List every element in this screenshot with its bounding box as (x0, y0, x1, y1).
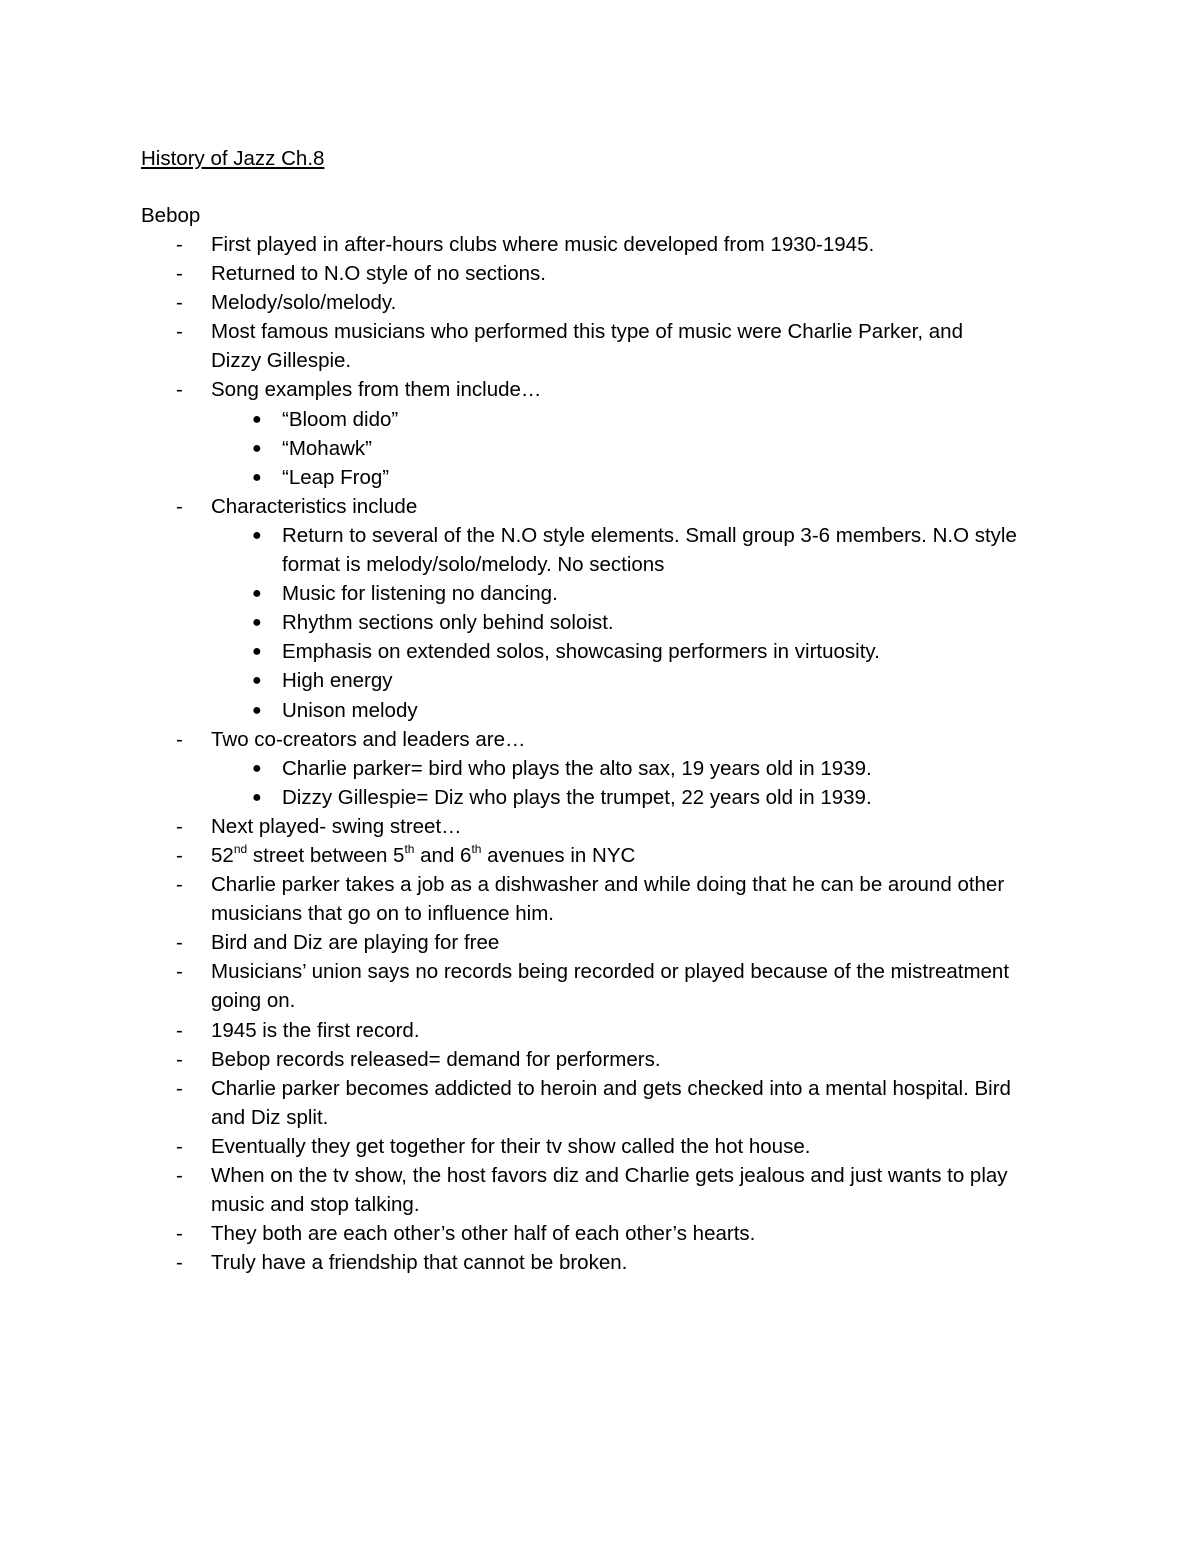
list-item-text: Charlie parker takes a job as a dishwasher and while doing that he can be around other (211, 873, 1005, 897)
list-item (141, 928, 1071, 957)
list-item-text: Bebop records released= demand for performers. (211, 1047, 661, 1071)
list-item (141, 259, 1071, 288)
dash-marker: - (176, 1251, 183, 1275)
sub-list-item-text: High energy (282, 669, 393, 693)
list-item (141, 1219, 1071, 1248)
bullet-icon: ● (252, 788, 262, 806)
list-item (141, 870, 1071, 899)
bullet-icon: ● (252, 439, 262, 457)
list-item (141, 841, 1071, 870)
dash-marker: - (176, 814, 183, 838)
list-item (141, 1074, 1071, 1103)
list-item-text (211, 841, 635, 870)
list-item-text: Truly have a friendship that cannot be broken. (211, 1251, 628, 1275)
bullet-icon: ● (252, 643, 262, 661)
list-item-text: Returned to N.O style of no sections. (211, 262, 546, 286)
list-item (141, 1045, 1071, 1074)
list-item-continuation (141, 346, 1071, 375)
list-item (141, 317, 1071, 346)
list-item-text: Dizzy Gillespie. (211, 349, 352, 373)
text-fragment: 52 (211, 843, 234, 867)
list-item-text: music and stop talking. (211, 1193, 420, 1217)
list-item-text: Eventually they get together for their tv show called the hot house. (211, 1134, 811, 1158)
sub-list-item-text: format is melody/solo/melody. No sections (282, 553, 665, 577)
sub-list-item-text: “Leap Frog” (282, 465, 390, 489)
bullet-icon: ● (252, 410, 262, 428)
dash-marker: - (176, 262, 183, 286)
list-item-text: When on the tv show, the host favors diz and Charlie gets jealous and just wants to play (211, 1164, 1008, 1187)
list-item-text: musicians that go on to influence him. (211, 902, 554, 926)
list-item (141, 725, 1071, 754)
dash-marker: - (176, 960, 183, 984)
list-item-continuation (141, 986, 1071, 1015)
sub-list-item (141, 434, 1071, 463)
text-fragment: and 6 (414, 843, 472, 867)
sub-list-item (141, 405, 1071, 434)
dash-marker: - (176, 727, 183, 751)
list-item-text: and Diz split. (211, 1105, 329, 1129)
list-item (141, 812, 1071, 841)
superscript: th (471, 841, 482, 856)
list-item (141, 1248, 1071, 1277)
list-item-continuation (141, 1103, 1071, 1132)
sub-list-item-text: “Mohawk” (282, 436, 372, 460)
dash-marker: - (176, 1134, 183, 1158)
list-item-text: Characteristics include (211, 494, 418, 518)
sub-list-item-text: “Bloom dido” (282, 407, 399, 431)
dash-marker: - (176, 931, 183, 955)
list-item (141, 1161, 1071, 1190)
list-item-text: Charlie parker becomes addicted to heroin and gets checked into a mental hospital. Bird (211, 1076, 1011, 1100)
superscript: nd (233, 841, 248, 856)
dash-marker: - (176, 873, 183, 897)
text-fragment: avenues in NYC (481, 843, 636, 867)
sub-list-item (141, 521, 1071, 550)
superscript: th (404, 841, 415, 856)
dash-marker: - (176, 843, 183, 867)
list-item-text: First played in after-hours clubs where music developed from 1930-1945. (211, 233, 875, 256)
bullet-icon: ● (252, 614, 262, 632)
list-item (141, 230, 1071, 259)
bullet-icon: ● (252, 468, 262, 486)
list-item (141, 492, 1071, 521)
sub-list-item-text: Return to several of the N.O style elements. Small group 3-6 members. N.O style (282, 523, 1017, 547)
list-item-continuation (141, 1190, 1071, 1219)
sub-list-item-text: Rhythm sections only behind soloist. (282, 611, 614, 635)
list-item (141, 1016, 1071, 1045)
bullet-icon: ● (252, 759, 262, 777)
bullet-icon: ● (252, 526, 262, 544)
list-item-text: going on. (211, 989, 296, 1013)
list-item-text: Melody/solo/melody. (211, 291, 397, 315)
list-item (141, 1132, 1071, 1161)
sub-list-item-text: Emphasis on extended solos, showcasing performers in virtuosity. (282, 640, 880, 664)
sub-list-item-continuation (141, 550, 1071, 579)
sub-list-item (141, 783, 1071, 812)
sub-list-item (141, 637, 1071, 666)
dash-marker: - (176, 233, 183, 256)
text-fragment: street between 5 (247, 843, 405, 867)
dash-marker: - (176, 320, 183, 344)
list-item-text: 1945 is the first record. (211, 1018, 420, 1042)
list-item-continuation (141, 899, 1071, 928)
sub-list-item (141, 666, 1071, 695)
bullet-icon: ● (252, 672, 262, 690)
dash-marker: - (176, 378, 183, 402)
list-item-text: Song examples from them include… (211, 378, 542, 402)
list-item-text: Next played- swing street… (211, 814, 462, 838)
list-item (141, 375, 1071, 404)
sub-list-item (141, 608, 1071, 637)
sub-list-item (141, 696, 1071, 725)
bullet-icon: ● (252, 701, 262, 719)
dash-marker: - (176, 1047, 183, 1071)
notes-list (141, 230, 1071, 1277)
section-heading: Bebop (141, 204, 201, 227)
list-item-text: Two co-creators and leaders are… (211, 727, 526, 751)
list-item-text: Most famous musicians who performed this type of music were Charlie Parker, and (211, 320, 963, 344)
list-item (141, 957, 1071, 986)
dash-marker: - (176, 494, 183, 518)
sub-list-item (141, 463, 1071, 492)
list-item-text: They both are each other’s other half of each other’s hearts. (211, 1222, 756, 1246)
list-item-text: Bird and Diz are playing for free (211, 931, 500, 955)
bullet-icon: ● (252, 585, 262, 603)
dash-marker: - (176, 1164, 183, 1187)
sub-list-item-text: Music for listening no dancing. (282, 582, 558, 606)
list-item-text: Musicians’ union says no records being recorded or played because of the mistreatment (211, 960, 1010, 984)
sub-list-item (141, 579, 1071, 608)
dash-marker: - (176, 1018, 183, 1042)
document-title: History of Jazz Ch.8 (141, 147, 325, 170)
sub-list-item (141, 754, 1071, 783)
sub-list-item-text: Dizzy Gillespie= Diz who plays the trumpet, 22 years old in 1939. (282, 785, 872, 809)
dash-marker: - (176, 1076, 183, 1100)
sub-list-item-text: Unison melody (282, 698, 418, 722)
dash-marker: - (176, 1222, 183, 1246)
list-item (141, 288, 1071, 317)
dash-marker: - (176, 291, 183, 315)
sub-list-item-text: Charlie parker= bird who plays the alto sax, 19 years old in 1939. (282, 756, 872, 780)
